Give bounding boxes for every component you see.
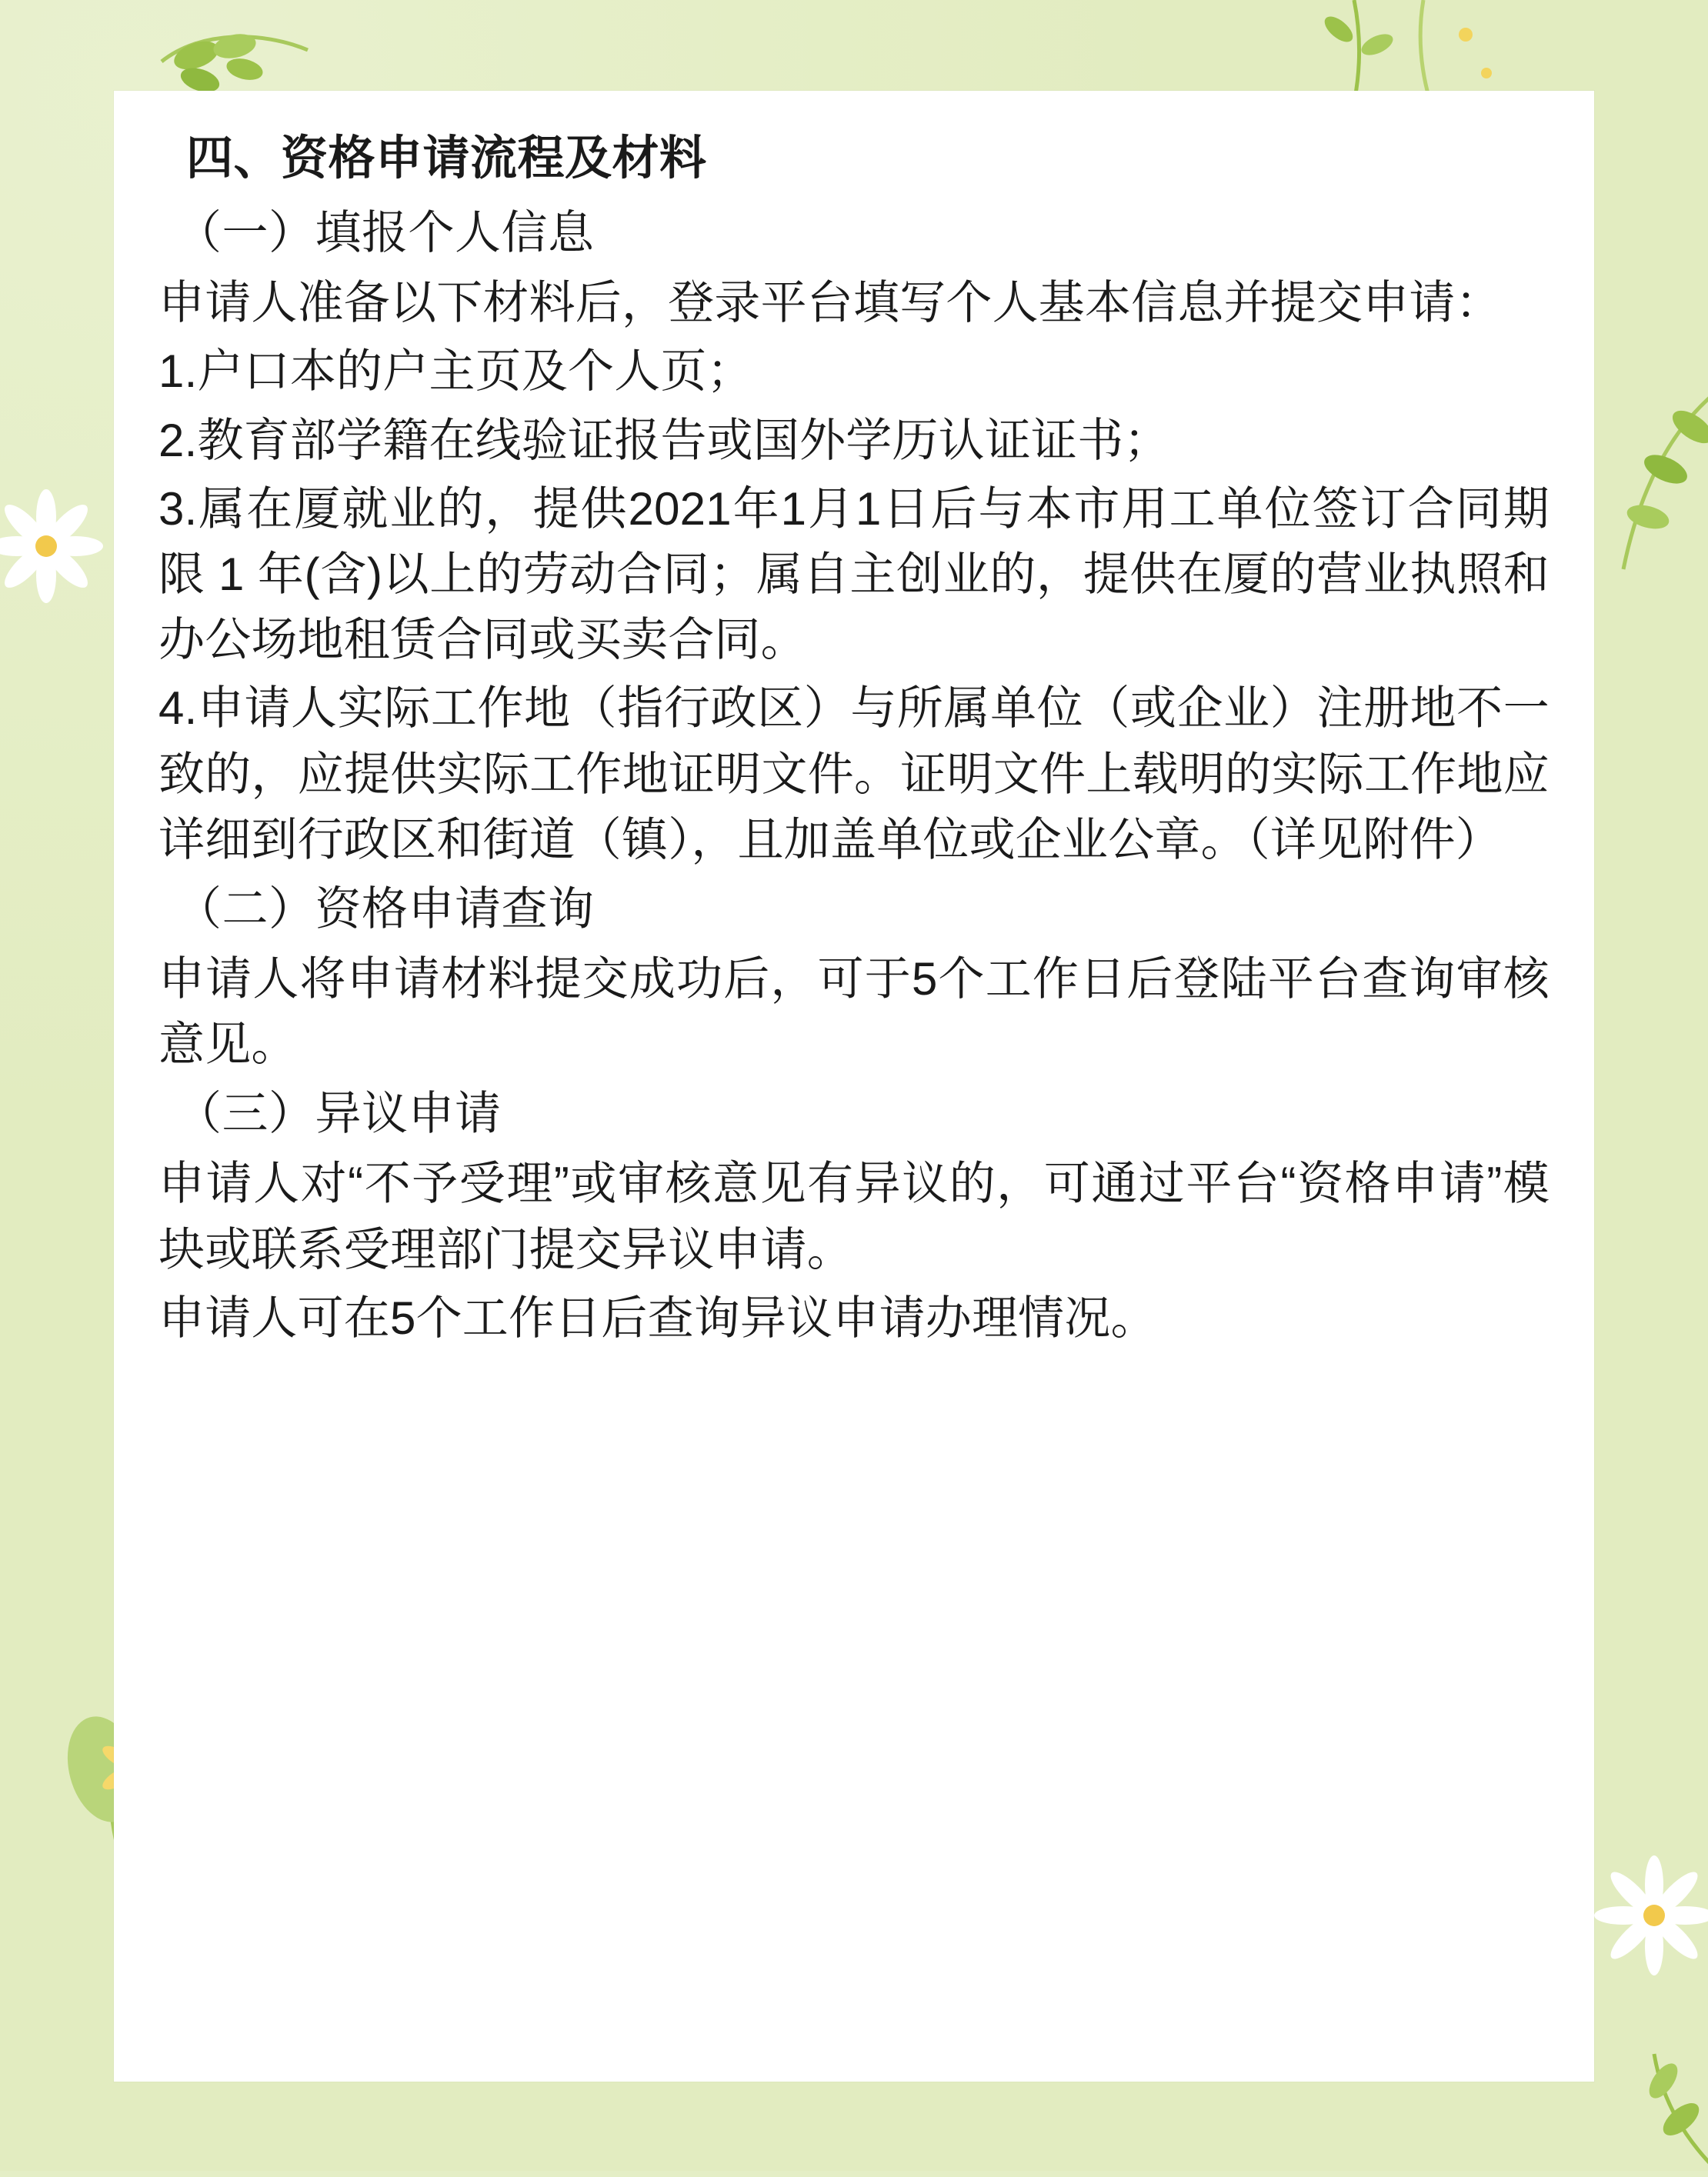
flower-left-upper bbox=[0, 477, 131, 615]
section-2-paragraph-1: 申请人将申请材料提交成功后，可于5个工作日后登陆平台查询审核意见。 bbox=[158, 952, 1550, 1071]
section-3-paragraph-1: 申请人对“不予受理”或审核意见有异议的，可通过平台“资格申请”模块或联系受理部门提交异议申请。 bbox=[158, 1158, 1550, 1275]
leaf-sprig-right-upper bbox=[1577, 385, 1708, 585]
section-1-paragraph-1: 申请人准备以下材料后，登录平台填写个人基本信息并提交申请： bbox=[158, 277, 1502, 329]
section-heading-2: （二）资格申请查询 bbox=[175, 882, 595, 935]
section-heading-1: （一）填报个人信息 bbox=[175, 207, 595, 259]
section-1-paragraph-3: 2.教育部学籍在线验证报告或国外学历认证证书； bbox=[158, 414, 1170, 466]
section-3-paragraph-2: 申请人可在5个工作日后查询异议申请办理情况。 bbox=[158, 1292, 1157, 1344]
document-content bbox=[114, 91, 1594, 1354]
page-title: 四、资格申请流程及材料 bbox=[186, 132, 707, 184]
section-heading-3: （三）异议申请 bbox=[175, 1088, 502, 1140]
section-1-paragraph-2: 1.户口本的户主页及个人页； bbox=[158, 345, 753, 398]
section-1-paragraph-5: 4.申请人实际工作地（指行政区）与所属单位（或企业）注册地不一致的，应提供实际工作地证明文件。证明文件上载明的实际工作地应详细到行政区和街道（镇），且加盖单位或企业公章。（详见附件） bbox=[158, 682, 1550, 865]
flower-right-lower bbox=[1585, 1846, 1708, 1985]
leaf-sprig-bottom-right bbox=[1608, 2046, 1708, 2177]
section-1-paragraph-4: 3.属在厦就业的，提供2021年1月1日后与本市用工单位签订合同期限 1 年(含)以上的劳动合同；属自主创业的，提供在厦的营业执照和办公场地租赁合同或买卖合同。 bbox=[158, 482, 1550, 666]
document-card bbox=[114, 91, 1594, 2082]
